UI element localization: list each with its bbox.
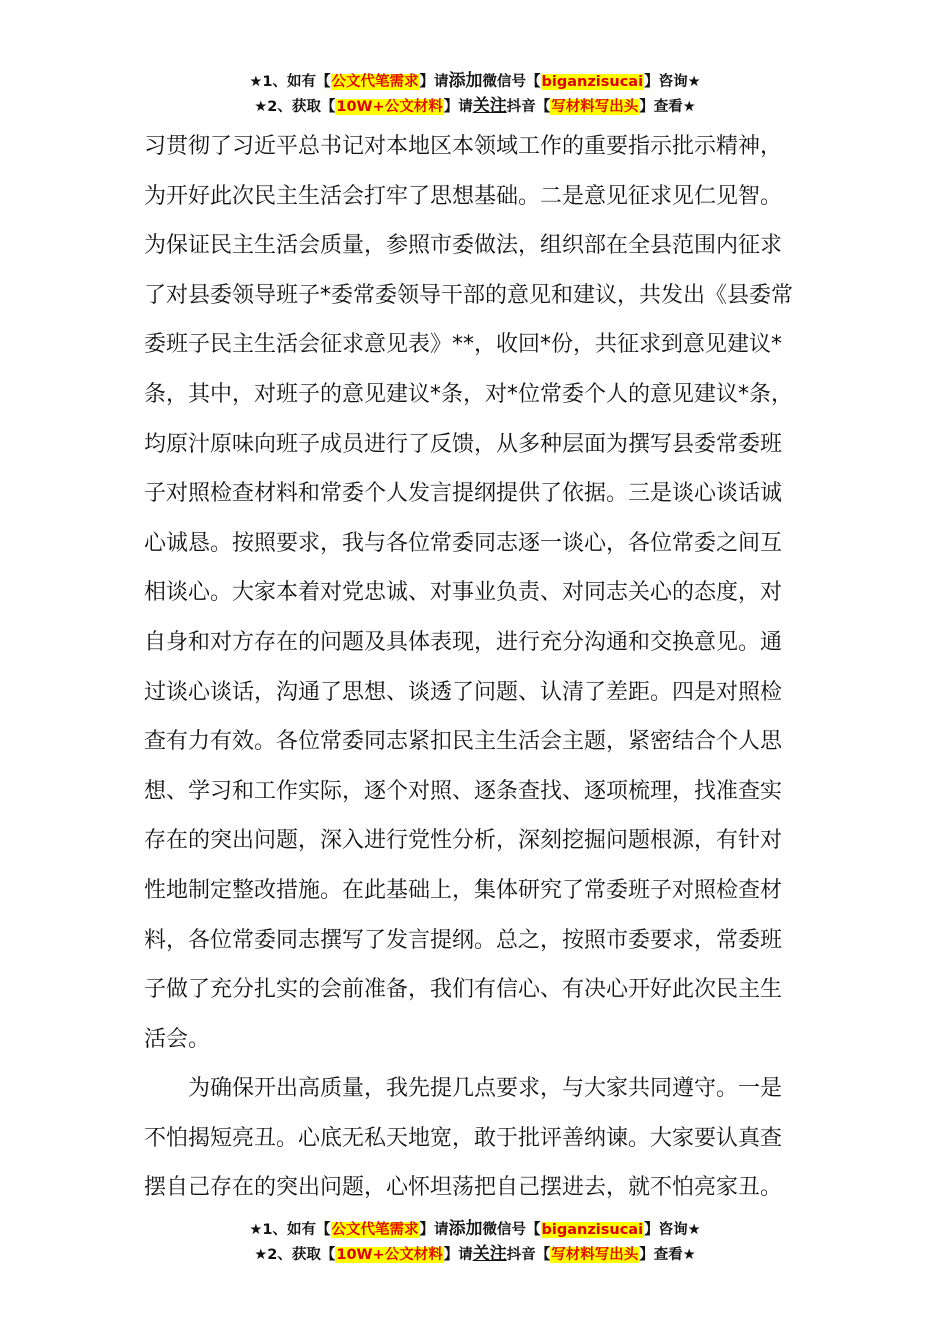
footer-banner <box>0 1217 950 1267</box>
banner-text: ★2、获取【 <box>254 99 336 115</box>
highlight-douyin-account: 写材料写出头 <box>551 1247 639 1263</box>
banner-emphasis: 添加 <box>448 71 483 91</box>
banner-text: 】请 <box>443 1247 473 1263</box>
banner-line-2 <box>0 1242 950 1267</box>
body-line: 习贯彻了习近平总书记对本地区本领域工作的重要指示批示精神， <box>144 134 783 159</box>
body-line: 子做了充分扎实的会前准备，我们有信心、有决心开好此次民主生 <box>144 977 783 1003</box>
highlight-wechat-id: biganzisucai <box>541 74 644 90</box>
highlight-douyin-account: 写材料写出头 <box>551 99 639 115</box>
banner-text: ★1、如有【 <box>249 74 331 90</box>
banner-line-1 <box>0 69 950 94</box>
highlight-materials: 10W+公文材料 <box>336 99 443 115</box>
body-line: 性地制定整改措施。在此基础上，集体研究了常委班子对照检查材 <box>144 877 783 903</box>
body-line: 查有力有效。各位常委同志紧扣民主生活会主题，紧密结合个人思 <box>144 729 783 755</box>
banner-emphasis: 关注 <box>472 96 507 116</box>
highlight-service: 公文代笔需求 <box>331 74 419 90</box>
body-line: 条，其中，对班子的意见建议*条，对*位常委个人的意见建议*条， <box>144 381 794 407</box>
body-line: 想、学习和工作实际，逐个对照、逐条查找、逐项梳理，找准查实 <box>144 778 783 804</box>
banner-emphasis: 关注 <box>472 1244 507 1264</box>
banner-text: 】查看★ <box>639 1247 696 1263</box>
document-body <box>144 122 808 1213</box>
body-line: 活会。 <box>144 1026 211 1052</box>
banner-emphasis: 添加 <box>448 1219 483 1239</box>
banner-text: 】请 <box>419 1222 449 1238</box>
banner-text: 】请 <box>419 74 449 90</box>
banner-text: 微信号【 <box>482 1222 541 1238</box>
body-line: 存在的突出问题，深入进行党性分析，深刻挖掘问题根源，有针对 <box>144 828 783 854</box>
body-line: 过谈心谈话，沟通了思想、谈透了问题、认清了差距。四是对照检 <box>144 679 783 705</box>
body-line: 子对照检查材料和常委个人发言提纲提供了依据。三是谈心谈话诚 <box>144 481 783 507</box>
highlight-wechat-id: biganzisucai <box>541 1222 644 1238</box>
body-line: 为确保开出高质量，我先提几点要求，与大家共同遵守。一是 <box>144 1076 783 1102</box>
body-line: 不怕揭短亮丑。心底无私天地宽，敢于批评善纳谏。大家要认真查 <box>144 1125 783 1151</box>
banner-line-1 <box>0 1217 950 1242</box>
body-line: 均原汁原味向班子成员进行了反馈，从多种层面为撰写县委常委班 <box>144 431 783 457</box>
body-line: 心诚恳。按照要求，我与各位常委同志逐一谈心，各位常委之间互 <box>144 530 783 556</box>
banner-text: 】查看★ <box>639 99 696 115</box>
header-banner <box>0 69 950 119</box>
banner-text: 】请 <box>443 99 473 115</box>
banner-text: 抖音【 <box>506 99 551 115</box>
body-line: 为开好此次民主生活会打牢了思想基础。二是意见征求见仁见智。 <box>144 183 783 209</box>
body-line: 为保证民主生活会质量，参照市委做法，组织部在全县范围内征求 <box>144 233 783 259</box>
banner-text: ★1、如有【 <box>249 1222 331 1238</box>
body-line: 相谈心。大家本着对党忠诚、对事业负责、对同志关心的态度，对 <box>144 580 783 606</box>
body-line: 委班子民主生活会征求意见表》**，收回*份，共征求到意见建议* <box>144 332 783 358</box>
highlight-service: 公文代笔需求 <box>331 1222 419 1238</box>
highlight-materials: 10W+公文材料 <box>336 1247 443 1263</box>
body-line: 摆自己存在的突出问题，心怀坦荡把自己摆进去，就不怕亮家丑。 <box>144 1175 783 1201</box>
body-line: 了对县委领导班子*委常委领导干部的意见和建议，共发出《县委常 <box>144 282 794 308</box>
banner-line-2 <box>0 94 950 119</box>
banner-text: 】咨询★ <box>644 74 701 90</box>
banner-text: 抖音【 <box>506 1247 551 1263</box>
banner-text: 微信号【 <box>482 74 541 90</box>
banner-text: ★2、获取【 <box>254 1247 336 1263</box>
body-line: 自身和对方存在的问题及具体表现，进行充分沟通和交换意见。通 <box>144 629 783 655</box>
body-line: 料，各位常委同志撰写了发言提纲。总之，按照市委要求，常委班 <box>144 927 783 953</box>
banner-text: 】咨询★ <box>644 1222 701 1238</box>
